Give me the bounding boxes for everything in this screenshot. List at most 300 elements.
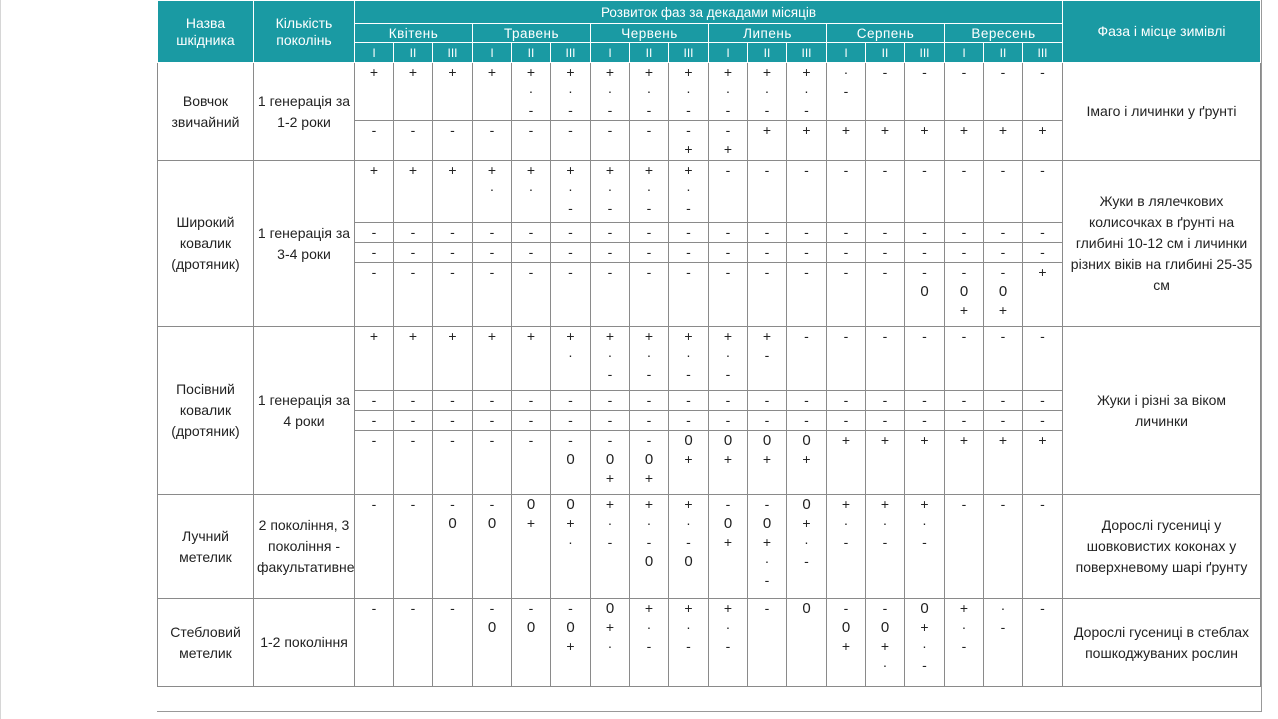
phase-cell xyxy=(473,327,512,391)
phase-symbol: - xyxy=(1000,224,1006,240)
phase-symbol: - xyxy=(646,366,652,382)
phase-symbol: + xyxy=(487,162,497,178)
phase-stack xyxy=(551,63,590,120)
phase-stack xyxy=(1023,63,1062,82)
phase-stack xyxy=(355,391,393,410)
phase-symbol: - xyxy=(489,412,495,428)
phase-stack xyxy=(866,121,904,140)
phase-cell xyxy=(748,495,787,599)
phase-stack xyxy=(630,161,668,218)
phase-symbol: · xyxy=(725,347,731,363)
phase-stack xyxy=(551,495,590,552)
phase-symbol: + xyxy=(762,328,772,344)
phase-symbol: - xyxy=(961,264,967,280)
header-decade-3-3: III xyxy=(669,43,709,63)
phase-symbol: - xyxy=(489,224,495,240)
phase-cell xyxy=(669,599,709,687)
phase-stack xyxy=(669,243,708,262)
phase-symbol: + xyxy=(408,162,418,178)
phase-symbol: - xyxy=(764,392,770,408)
phase-symbol: - xyxy=(646,200,652,216)
phase-symbol: + xyxy=(1038,264,1047,280)
phase-cell xyxy=(394,391,433,411)
phase-stack xyxy=(1023,121,1062,140)
phase-stack xyxy=(473,411,511,430)
phase-stack xyxy=(669,223,708,242)
phase-symbol: - xyxy=(646,224,652,240)
phase-stack xyxy=(355,63,393,82)
header-decade-1-2: II xyxy=(394,43,433,63)
phase-symbol: - xyxy=(646,392,652,408)
phase-stack xyxy=(551,243,590,262)
pest-wintering: Імаго і личинки у ґрунті xyxy=(1063,63,1261,161)
phase-stack xyxy=(355,243,393,262)
phase-symbol: + xyxy=(998,432,1008,448)
phase-stack xyxy=(709,599,747,656)
phase-stack xyxy=(787,391,826,410)
phase-symbol: - xyxy=(568,224,573,240)
phase-symbol: - xyxy=(961,244,967,260)
phase-cell xyxy=(512,223,551,243)
phase-stack xyxy=(355,161,393,180)
phase-cell xyxy=(591,431,630,495)
phase-stack xyxy=(787,243,826,262)
phase-cell xyxy=(945,223,984,243)
phase-stack xyxy=(512,495,550,533)
header-decade-5-2: II xyxy=(866,43,905,63)
phase-cell xyxy=(945,391,984,411)
header-decade-5-3: III xyxy=(905,43,945,63)
phase-cell xyxy=(355,263,394,327)
phase-stack xyxy=(866,391,904,410)
phase-symbol: 0 xyxy=(566,451,575,468)
phase-cell xyxy=(630,431,669,495)
phase-stack xyxy=(1023,599,1062,618)
phase-stack xyxy=(945,243,983,262)
phase-symbol: + xyxy=(1038,432,1047,448)
phase-cell xyxy=(355,161,394,223)
phase-symbol: 0 xyxy=(487,515,497,532)
phase-symbol: 0 xyxy=(841,619,851,636)
phase-symbol: · xyxy=(804,534,809,550)
phase-symbol: - xyxy=(882,224,888,240)
phase-stack xyxy=(984,599,1022,637)
phase-stack xyxy=(630,411,668,430)
phase-symbol: - xyxy=(961,392,967,408)
phase-cell xyxy=(866,599,905,687)
phase-symbol: - xyxy=(371,264,377,280)
phase-symbol: · xyxy=(646,83,652,99)
phase-cell xyxy=(355,495,394,599)
table-row xyxy=(158,327,1261,391)
table-row xyxy=(158,495,1261,599)
phase-cell xyxy=(394,495,433,599)
phase-cell xyxy=(630,223,669,243)
phase-symbol: + xyxy=(802,64,811,80)
phase-symbol: · xyxy=(725,83,731,99)
phase-cell xyxy=(1023,263,1063,327)
phase-cell xyxy=(1023,223,1063,243)
left-border-line xyxy=(0,0,1,719)
phase-symbol: - xyxy=(725,264,731,280)
phase-cell xyxy=(866,223,905,243)
phase-symbol: - xyxy=(804,102,809,118)
phase-cell xyxy=(748,431,787,495)
phase-cell xyxy=(945,327,984,391)
phase-symbol: - xyxy=(1040,244,1045,260)
phase-cell xyxy=(748,161,787,223)
phase-stack xyxy=(473,431,511,450)
phase-symbol: - xyxy=(725,638,731,654)
phase-symbol: 0 xyxy=(684,553,693,570)
phase-symbol: - xyxy=(371,432,377,448)
phase-symbol: - xyxy=(764,412,770,428)
phase-cell xyxy=(1023,599,1063,687)
phase-symbol: - xyxy=(922,328,927,344)
phase-cell xyxy=(945,411,984,431)
phase-cell xyxy=(512,327,551,391)
phase-symbol: + xyxy=(762,451,772,467)
phase-cell xyxy=(630,263,669,327)
phase-cell xyxy=(669,411,709,431)
phase-stack xyxy=(512,327,550,346)
phase-stack xyxy=(709,431,747,469)
phase-symbol: - xyxy=(922,264,927,280)
phase-symbol: + xyxy=(841,122,851,138)
phase-symbol: - xyxy=(528,412,534,428)
phase-symbol: + xyxy=(487,328,497,344)
phase-cell xyxy=(473,223,512,243)
phase-stack xyxy=(866,243,904,262)
phase-symbol: + xyxy=(723,328,733,344)
phase-symbol: + xyxy=(526,328,536,344)
phase-stack xyxy=(551,411,590,430)
phase-cell xyxy=(787,391,827,411)
phase-cell xyxy=(984,263,1023,327)
phase-cell xyxy=(551,327,591,391)
phase-stack xyxy=(827,223,865,242)
phase-stack xyxy=(905,121,944,140)
phase-cell xyxy=(866,63,905,121)
phase-stack xyxy=(748,263,786,282)
phase-cell xyxy=(394,63,433,121)
table-row xyxy=(158,161,1261,223)
phase-symbol: - xyxy=(1040,392,1045,408)
phase-stack xyxy=(551,121,590,140)
phase-stack xyxy=(630,327,668,384)
phase-cell xyxy=(1023,243,1063,263)
phase-stack xyxy=(473,121,511,140)
phase-symbol: - xyxy=(1040,328,1045,344)
phase-symbol: - xyxy=(450,600,455,616)
phase-symbol: - xyxy=(450,432,455,448)
phase-symbol: - xyxy=(646,534,652,550)
phase-stack xyxy=(748,495,786,590)
phase-cell xyxy=(591,263,630,327)
phase-symbol: + xyxy=(684,141,693,157)
phase-cell xyxy=(512,599,551,687)
phase-symbol: + xyxy=(408,64,418,80)
phase-symbol: + xyxy=(802,515,811,531)
pest-phenology-table-frame xyxy=(157,0,1262,712)
phase-stack xyxy=(591,327,629,384)
phase-cell xyxy=(394,243,433,263)
phase-cell xyxy=(945,495,984,599)
phase-stack xyxy=(591,243,629,262)
phase-cell xyxy=(551,63,591,121)
phase-cell xyxy=(1023,411,1063,431)
header-decade-1-3: III xyxy=(433,43,473,63)
phase-cell xyxy=(433,599,473,687)
phase-cell xyxy=(669,63,709,121)
phase-symbol: - xyxy=(489,122,495,138)
phase-stack xyxy=(394,243,432,262)
phase-cell xyxy=(355,411,394,431)
phase-cell xyxy=(473,161,512,223)
phase-cell xyxy=(551,599,591,687)
phase-cell xyxy=(551,243,591,263)
phase-stack xyxy=(709,263,747,282)
phase-stack xyxy=(630,391,668,410)
phase-cell xyxy=(748,599,787,687)
phase-stack xyxy=(945,223,983,242)
phase-cell xyxy=(591,223,630,243)
phase-symbol: · xyxy=(922,515,927,531)
phase-stack xyxy=(748,411,786,430)
phase-cell xyxy=(905,327,945,391)
phase-stack xyxy=(591,599,629,656)
phase-symbol: · xyxy=(764,553,770,569)
phase-cell xyxy=(748,391,787,411)
phase-stack xyxy=(866,599,904,675)
phase-symbol: - xyxy=(686,200,691,216)
phase-symbol: - xyxy=(686,412,691,428)
phase-symbol: + xyxy=(802,122,811,138)
phase-cell xyxy=(827,161,866,223)
phase-stack xyxy=(748,599,786,618)
phase-symbol: - xyxy=(843,244,849,260)
phase-symbol: + xyxy=(566,162,575,178)
phase-symbol: 0 xyxy=(644,553,654,570)
phase-stack xyxy=(905,391,944,410)
phase-symbol: - xyxy=(686,638,691,654)
phase-symbol: + xyxy=(684,64,693,80)
phase-symbol: - xyxy=(489,600,495,616)
phase-symbol: + xyxy=(644,600,654,616)
phase-stack xyxy=(591,411,629,430)
phase-stack xyxy=(945,411,983,430)
phase-cell xyxy=(669,495,709,599)
header-decade-2-3: III xyxy=(551,43,591,63)
phase-symbol: - xyxy=(961,328,967,344)
phase-symbol: + xyxy=(920,432,929,448)
phase-symbol: - xyxy=(450,244,455,260)
phase-symbol: - xyxy=(725,496,731,512)
phase-symbol: · xyxy=(646,515,652,531)
phase-stack xyxy=(512,243,550,262)
phase-symbol: - xyxy=(568,244,573,260)
phase-symbol: · xyxy=(961,619,967,635)
phase-cell xyxy=(866,391,905,411)
phase-symbol: + xyxy=(880,122,890,138)
phase-symbol: - xyxy=(568,392,573,408)
phase-stack xyxy=(433,327,472,346)
phase-symbol: + xyxy=(723,534,733,550)
phase-symbol: 0 xyxy=(998,283,1008,300)
phase-cell xyxy=(945,121,984,161)
pest-name: Вовчок звичайний xyxy=(158,63,254,161)
phase-stack xyxy=(630,243,668,262)
phase-symbol: - xyxy=(410,496,416,512)
phase-symbol: - xyxy=(410,122,416,138)
phase-symbol: + xyxy=(998,302,1008,318)
phase-symbol: - xyxy=(528,264,534,280)
phase-symbol: + xyxy=(526,515,536,531)
phase-symbol: 0 xyxy=(566,496,575,513)
header-month-3: Червень xyxy=(591,24,709,43)
phase-symbol: - xyxy=(607,392,613,408)
phase-stack xyxy=(1023,223,1062,242)
phase-stack xyxy=(669,161,708,218)
phase-cell xyxy=(669,391,709,411)
phase-cell xyxy=(984,121,1023,161)
phase-symbol: - xyxy=(528,102,534,118)
phase-cell xyxy=(787,495,827,599)
phase-symbol: - xyxy=(1040,224,1045,240)
phase-symbol: + xyxy=(605,162,615,178)
phase-cell xyxy=(748,243,787,263)
phase-stack xyxy=(630,599,668,656)
phase-symbol: - xyxy=(528,244,534,260)
phase-symbol: + xyxy=(448,162,457,178)
phase-cell xyxy=(591,121,630,161)
phase-cell xyxy=(984,327,1023,391)
phase-stack xyxy=(787,121,826,140)
phase-stack xyxy=(945,63,983,82)
phase-stack xyxy=(709,495,747,552)
phase-symbol: - xyxy=(528,122,534,138)
phase-symbol: - xyxy=(646,244,652,260)
phase-cell xyxy=(591,161,630,223)
phase-cell xyxy=(984,411,1023,431)
phase-cell xyxy=(433,431,473,495)
phase-stack xyxy=(945,391,983,410)
phase-cell xyxy=(945,161,984,223)
phase-cell xyxy=(787,223,827,243)
phase-symbol: - xyxy=(764,224,770,240)
phase-symbol: · xyxy=(607,347,613,363)
phase-stack xyxy=(355,411,393,430)
phase-stack xyxy=(512,223,550,242)
phase-stack xyxy=(748,327,786,365)
phase-cell xyxy=(591,63,630,121)
phase-cell xyxy=(591,243,630,263)
phase-stack xyxy=(827,411,865,430)
phase-cell xyxy=(905,431,945,495)
phase-symbol: - xyxy=(882,392,888,408)
phase-stack xyxy=(945,161,983,180)
phase-symbol: + xyxy=(802,451,811,467)
phase-cell xyxy=(473,411,512,431)
phase-cell xyxy=(394,121,433,161)
phase-cell xyxy=(473,243,512,263)
phase-stack xyxy=(905,327,944,346)
phase-stack xyxy=(984,431,1022,450)
phase-cell xyxy=(433,121,473,161)
phase-cell xyxy=(512,161,551,223)
phase-cell xyxy=(433,161,473,223)
header-pest-name: Назва шкідника xyxy=(158,1,254,63)
phase-stack xyxy=(709,161,747,180)
phase-stack xyxy=(669,599,708,656)
phase-cell xyxy=(473,431,512,495)
phase-cell xyxy=(551,411,591,431)
phase-cell xyxy=(827,495,866,599)
phase-stack xyxy=(630,223,668,242)
header-wintering: Фаза і місце зимівлі xyxy=(1063,1,1261,63)
phase-stack xyxy=(473,599,511,637)
phase-symbol: - xyxy=(843,392,849,408)
pest-name: Широкий ковалик (дротяник) xyxy=(158,161,254,327)
phase-symbol: + xyxy=(723,600,733,616)
phase-cell xyxy=(709,411,748,431)
phase-symbol: - xyxy=(882,244,888,260)
phase-symbol: + xyxy=(487,64,497,80)
phase-cell xyxy=(905,263,945,327)
phase-cell xyxy=(473,391,512,411)
phase-symbol: - xyxy=(1000,264,1006,280)
phase-stack xyxy=(433,223,472,242)
phase-stack xyxy=(866,263,904,282)
phase-stack xyxy=(512,161,550,199)
phase-symbol: + xyxy=(566,515,575,531)
phase-symbol: - xyxy=(410,244,416,260)
phase-symbol: + xyxy=(723,451,733,467)
phase-symbol: - xyxy=(804,328,809,344)
phase-cell xyxy=(355,121,394,161)
phase-cell xyxy=(551,161,591,223)
phase-cell xyxy=(355,327,394,391)
phase-symbol: · xyxy=(607,181,613,197)
phase-symbol: + xyxy=(723,64,733,80)
phase-stack xyxy=(827,121,865,140)
phase-cell xyxy=(630,411,669,431)
phase-stack xyxy=(905,161,944,180)
phase-stack xyxy=(355,327,393,346)
phase-stack xyxy=(551,599,590,656)
phase-stack xyxy=(984,243,1022,262)
phase-symbol: + xyxy=(684,451,693,467)
phase-cell xyxy=(512,391,551,411)
phase-stack xyxy=(630,63,668,120)
phase-symbol: - xyxy=(725,102,731,118)
phase-symbol: + xyxy=(526,64,536,80)
phase-stack xyxy=(473,161,511,199)
phase-symbol: - xyxy=(410,392,416,408)
phase-cell xyxy=(669,243,709,263)
phase-cell xyxy=(591,327,630,391)
phase-symbol: - xyxy=(922,162,927,178)
phase-stack xyxy=(787,495,826,571)
phase-cell xyxy=(669,263,709,327)
phase-cell xyxy=(433,63,473,121)
phase-symbol: + xyxy=(448,328,457,344)
phase-cell xyxy=(473,263,512,327)
phase-cell xyxy=(945,599,984,687)
pest-wintering: Жуки в лялечкових колисочках в ґрунті на глибині 10-12 см і личинки різних віків на глибині 25-35 см xyxy=(1063,161,1261,327)
phase-cell xyxy=(787,431,827,495)
phase-symbol: - xyxy=(764,264,770,280)
